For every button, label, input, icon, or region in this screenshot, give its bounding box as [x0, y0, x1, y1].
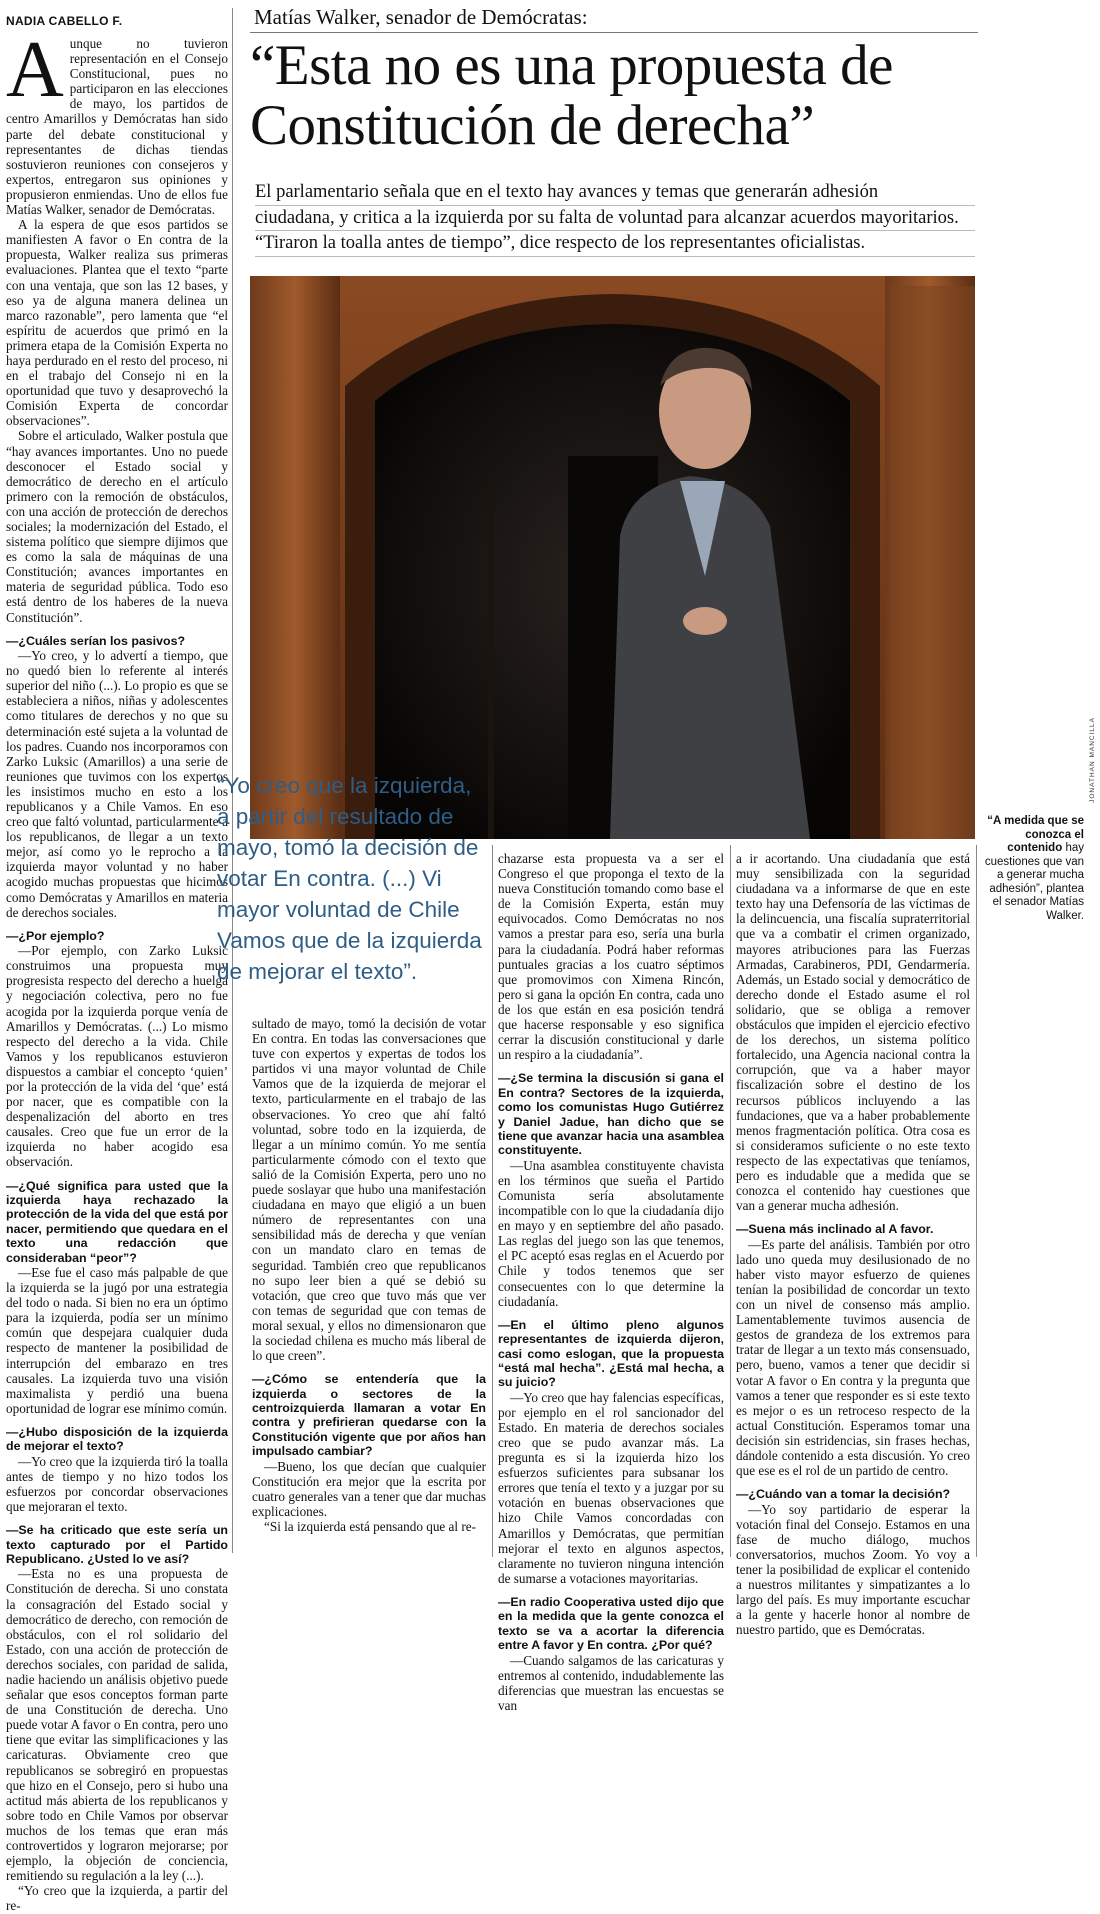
question: —Se ha criticado que este sería un texto capturado por el Partido Republicano. ¿Usted lo ve así?	[6, 1523, 228, 1566]
kicker: Matías Walker, senador de Demócratas:	[254, 5, 588, 29]
question: —¿Qué significa para usted que la izquierda haya rechazado la protección de la vida del que está por nacer, permitiendo que quedara en el texto una redacción que consideraban “peor”?	[6, 1178, 228, 1265]
question: —¿Cuándo van a tomar la decisión?	[736, 1487, 951, 1502]
paragraph: sultado de mayo, tomó la decisión de votar En contra. En todas las conversaciones que tuve con expertos y expertas de todos los partidos vi una mayor voluntad de Chile Vamos que de la izquierda de mejorar el texto, particularmente en el trabajo de las observaciones. Yo creo que ahí faltó voluntad, sobre todo en la izquierda, de llegar a un mínimo común. Yo me sentía particularmente cómodo con el texto que salió de la Comisión Experta, pero uno no puede soslayar que hubo una manifestación ciudadana en mayo que eligió a un buen número de representantes con una sensibilidad más de derecha y que venían con un mandato claro en temas de seguridad. También creo que republicanos no supo leer bien a qué se debió su votación, que creo que tuvo más que ver con temas de seguridad que con temas de moral sexual, y ellos no dimensionaron que la sociedad chilena es mucho más liberal de lo que creen”.	[252, 1016, 486, 1364]
article-column-1	[6, 26, 228, 1914]
question: —¿Cómo se entendería que la izquierda o sectores de la centroizquierda llamaran a votar En contra y prefirieran quedarse con la Constitución vigente que por años han impulsado cambiar?	[252, 1372, 486, 1459]
answer: —Ese fue el caso más palpable de que la izquierda se la jugó por una estrategia del todo o nada. Si bien no era un óptimo para la izquierda, podía ser un mínimo común que despejara cualquier duda respecto de mantener la posibilidad de interrupción del embarazo en tres causales. La izquierda tuvo una visión maximalista y perdió una buena oportunidad de lograr ese mínimo común.	[6, 1265, 228, 1416]
answer: —Es parte del análisis. También por otro lado uno queda muy desilusionado de no haber visto mayor esfuerzo de quienes tenían la posibilidad de concordar un texto con un nivel de consenso más amplio. Lamentablemente tuvimos ausencia de gestos de grandeza de los extremos para tratar de llegar a un texto más consensuado, pero, bueno, vamos a tener que decidir si votar A favor o En contra y la pregunta que vamos a tener que responder es si este texto es mejor o es un retroceso respecto de la actual Constitución. Esperamos tomar una decisión sin estridencias, sin frases hechas, dándole contenido a esta discusión. Yo creo que ese es el rol de un partido de centro.	[736, 1236, 970, 1479]
paragraph: Sobre el articulado, Walker postula que “hay avances importantes. Uno no puede desconocer el Estado social y democrático de derecho en el artículo primero con la remoción de obstáculos, con una acción de protección de derechos sociales; la modernización del Estado, el sistema político que siempre dijimos que es como la sala de máquinas de una Constitución; avances importantes en materia de seguridad pública. Todo eso está dentro de los haberes de la nueva Constitución”.	[6, 428, 228, 625]
photo-caption	[984, 815, 1084, 923]
article-column-4	[736, 851, 970, 1637]
drop-cap: A	[6, 26, 64, 114]
question: —¿Hubo disposición de la izquierda de mejorar el texto?	[6, 1424, 228, 1454]
paragraph: A la espera de que esos partidos se manifiesten A favor o En contra de la propuesta, Walker realiza sus primeras evaluaciones. Plantea que el texto “parte con una ventaja, que son las 12 bases, y eso ya de alguna manera delinea un marco razonable”, pero lamenta que “el espíritu de acuerdos que primó en la primera etapa de la Comisión Experta no haya perdurado en el resto del proceso, ni en el trabajo del Consejo ni en la oportunidad que tuvo y desaprovechó la Comisión Experta de concordar observaciones”.	[6, 217, 228, 429]
answer: —Esta no es una propuesta de Constitución de derecha. Si uno constata la consagración del Estado social y democrático de derecho, con remoción de obstáculos, con el rol solidario del Estado, con una acción de protección de derechos sociales, con paridad de salida, nadie haciendo un análisis objetivo puede señalar que esos conceptos forman parte de una Constitución de derecha. Uno puede votar A favor o En contra, pero uno tiene que evitar las simplificaciones y las caricaturas. Obviamente creo que republicanos se sobregiró en propuestas que hizo en el Consejo, pero si hubo una actitud más abierta de los republicanos y sobre todo en Chile Vamos por observar muchos de los temas que eran más controvertidos y lograron mejorarse; por ejemplo, la objeción de conciencia, remitiendo su regulación a la ley (...).	[6, 1566, 228, 1884]
question: —¿Cuáles serían los pasivos?	[6, 633, 186, 648]
deck-line: El parlamentario señala que en el texto hay avances y temas que generarán adhesión	[255, 180, 975, 206]
question: —En radio Cooperativa usted dijo que en la medida que la gente conozca el texto se va a acortar la diferencia entre A favor y En contra. ¿Por qué?	[498, 1594, 724, 1653]
paragraph: unque no tuvieron representación en el Consejo Constitucional, pues no participaron en las elecciones de mayo, los partidos de centro Amarillos y Demócratas han sido parte del debate constitucional y representantes de dichas tiendas sostuvieron reuniones con consejeros y expertos, entregaron sus opiniones y propusieron enmiendas. Uno de ellos fue Matías Walker, senador de Demócratas.	[6, 36, 228, 218]
answer: —Una asamblea constituyente chavista en los términos que sueña el Partido Comunista sería absolutamente incompatible con lo que la ciudadanía dijo en mayo y en septiembre del año pasado. Las reglas del juego son las que tenemos, el PC aceptó esas reglas en el Acuerdo por Chile y todos tenemos que ser consecuentes con lo que determine la ciudadanía.	[498, 1157, 724, 1309]
column-divider	[976, 845, 977, 1557]
deck-line: ciudadana, y critica a la izquierda por su falta de voluntad para alcanzar acuerdos mayoritarios.	[255, 206, 975, 232]
header-rule	[250, 32, 978, 33]
article-column-2	[252, 1016, 486, 1534]
answer: “Si la izquierda está pensando que al re-	[264, 1518, 477, 1534]
paragraph: chazarse esta propuesta va a ser el Congreso el que proponga el texto de la nueva Constitución tomando como base el de la Comisión Experta, están muy equivocados. Como Demócratas no nos vamos a prestar para eso, sería una burla para la ciudadanía. Podrá haber reformas puntuales gracias a los cuatro séptimos que promovimos con Ximena Rincón, pero si gana la opción En contra, cada uno de los que están en esa posición tendrá que hacerse responsable y eso significa cerrar la discusión constitucional y darle un respiro a la ciudadanía”.	[498, 851, 724, 1063]
question: —¿Se termina la discusión si gana el En contra? Sectores de la izquierda, como los comunistas Hugo Gutiérrez y Daniel Jadue, han dicho que se tiene que avanzar hacia una asamblea constituyente.	[498, 1071, 724, 1158]
article-column-3	[498, 851, 724, 1713]
photo-credit: JONATHAN MANCILLA	[1089, 717, 1096, 803]
byline: NADIA CABELLO F.	[6, 14, 123, 28]
headline: “Esta no es una propuesta de Constitución de derecha”	[250, 34, 893, 157]
portrait-photo	[250, 276, 975, 839]
answer: “Yo creo que la izquierda, a partir del re-	[6, 1883, 228, 1914]
column-divider	[492, 845, 493, 1557]
question: —En el último pleno algunos representantes de izquierda dijeron, casi como eslogan, que la propuesta “está mal hecha”. ¿Está mal hecha, a su juicio?	[498, 1317, 724, 1390]
answer: —Yo creo, y lo advertí a tiempo, que no quedó bien lo referente al interés superior del niño (...). Lo propio es que se estableciera a niños, niñas y adolescentes como titulares de derechos y no que su determinación esté sujeta a la voluntad de los padres. Cuando nos incorporamos con Zarko Luksic (Amarillos) a una serie de reuniones que tuvimos con los expertos les insistimos mucho en esto a los republicanos y a Chile Vamos. En eso creo que faltó voluntad, particularmente a los republicanos, de llegar a un texto mejor, así como yo le reprocho a la izquierda mayor voluntad y no haber acogido muchas propuestas que hicimos como Demócratas y Amarillos en materia de derechos sociales.	[6, 648, 228, 920]
answer: —Yo soy partidario de esperar la votación final del Consejo. Estamos en una fase de mucho diálogo, muchos conversatorios, muchos Zoom. Yo voy a tener la posibilidad de explicar el contenido a nuestros militantes y simpatizantes a lo largo del país. Es muy importante escuchar a la gente y hacerle honor al nombre de nuestro partido, que es Demócratas.	[736, 1501, 970, 1638]
answer: —Yo creo que la izquierda tiró la toalla antes de tiempo y no hizo todos los esfuerzos por concordar observaciones que mejoraran el texto.	[6, 1453, 228, 1515]
caption-rest: hay cuestiones que van a generar mucha adhesión”, plantea el senador Matías Walker.	[984, 842, 1084, 922]
question: —¿Por ejemplo?	[6, 928, 105, 943]
paragraph: a ir acortando. Una ciudadanía que está muy sensibilizada con la seguridad ciudadana va a informarse de que en este texto hay una Defensoría de las víctimas de la delincuencia, una fiscalía supraterritorial que va a combatir el crimen organizado, mayores atribuciones para las Fuerzas Armadas, Carabineros, PDI, Gendarmería. Además, un Estado social y democrático de derecho donde el Estado asume el rol solidario, que se obliga a remover obstáculos que impiden el ejercicio efectivo de los derechos, un sistema político fortalecido, una Agencia nacional contra la corrupción, que va a haber mayor fiscalización sobre el destino de los recursos públicos incluyendo a las fundaciones, que va a haber probablemente menos fragmentación política. Otra cosa es si consideramos suficiente o no este texto respecto de las expectativas que teníamos, pero es indudable que a medida que se conozca el contenido hay cuestiones que van a generar mucha adhesión.	[736, 851, 970, 1214]
portrait-illustration	[250, 276, 975, 839]
answer: —Por ejemplo, con Zarko Luksic construimos una propuesta muy progresista respecto del derecho a huelga y negociación colectiva, pero no fue acogida por la izquierda porque venía de Amarillos y Demócratas. (...) Lo mismo respecto del derecho a la vida. Chile Vamos y los republicanos estuvieron dispuestos a cambiar el concepto ‘quien’ por la protección de la vida del ‘que’ está por nacer, que es compatible con la despenalización del aborto en tres causales. Creo que fue un error de la izquierda no haber acogido esa observación.	[6, 943, 228, 1170]
caption-lead: “A medida que se conozca el contenido	[987, 815, 1084, 854]
deck-line: “Tiraron la toalla antes de tiempo”, dice respecto de los representantes oficialistas.	[255, 231, 975, 257]
deck	[255, 180, 975, 257]
answer: —Yo creo que hay falencias específicas, por ejemplo en el rol sancionador del Estado. En materia de derechos sociales creo que se pudo avanzar más. La pregunta es si la izquierda hizo los esfuerzos suficientes para subsanar los errores que tenía el texto y a juzgar por su votación en buenas observaciones que hizo Chile Vamos concordadas con Amarillos y Demócratas, que permitían mejorar el texto en algunos aspectos, claramente no tuvieron ninguna intención de sumarse a votaciones mayoritarias.	[498, 1389, 724, 1586]
question: —Suena más inclinado al A favor.	[736, 1222, 934, 1237]
pull-quote: “Yo creo que la izquierda, a partir del resultado de mayo, tomó la decisión de votar En contra. (...) Vi mayor voluntad de Chile Vamos que de la izquierda de mejorar el texto”.	[217, 773, 482, 984]
answer: —Cuando salgamos de las caricaturas y entremos al contenido, indudablemente las diferencias que muestran las encuestas se van	[498, 1652, 724, 1713]
answer: —Bueno, los que decían que cualquier Constitución era mejor que la escrita por cuatro generales van a tener que dar muchas explicaciones.	[252, 1458, 486, 1519]
column-divider	[730, 845, 731, 1557]
